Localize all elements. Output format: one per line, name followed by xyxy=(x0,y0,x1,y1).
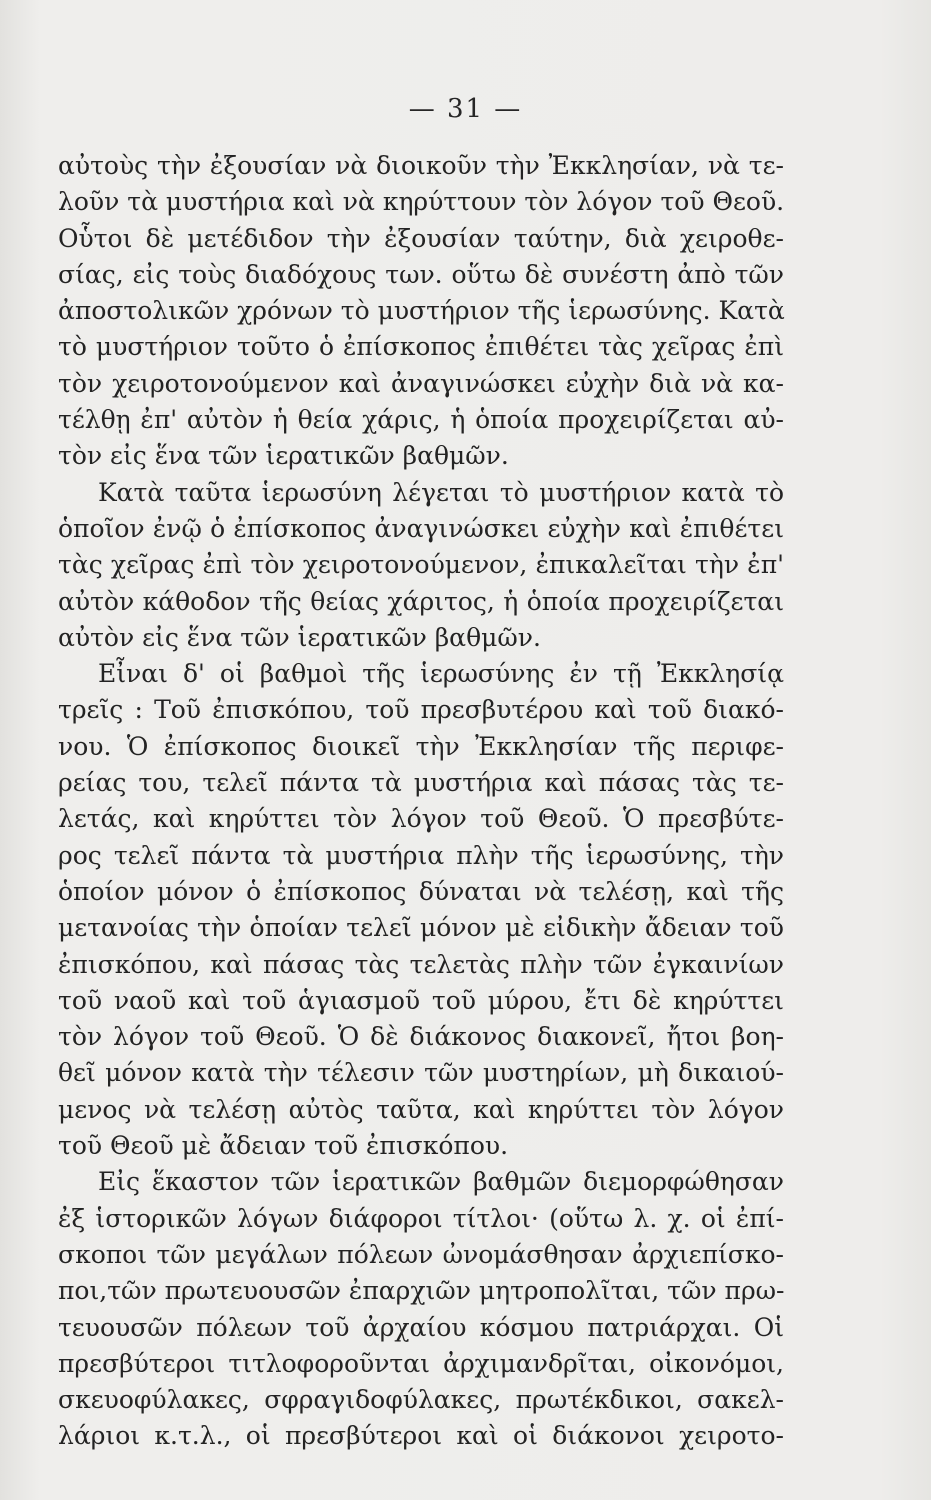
text-line: θεῖ μόνον κατὰ τὴν τέλεσιν τῶν μυστηρίων, μὴ δικαιού- xyxy=(58,1058,784,1088)
text-line: τοῦ ναοῦ καὶ τοῦ ἁγιασμοῦ τοῦ μύρου, ἔτι δὲ κηρύττει xyxy=(58,985,784,1015)
text-line: λοῦν τὰ μυστήρια καὶ νὰ κηρύττουν τὸν λόγον τοῦ Θεοῦ. xyxy=(58,187,785,217)
text-line: λετάς, καὶ κηρύττει τὸν λόγον τοῦ Θεοῦ. Ὁ πρεσβύτε- xyxy=(58,804,784,834)
text-line: ὁποίον μόνον ὁ ἐπίσκοπος δύναται νὰ τελέσῃ, καὶ τῆς xyxy=(58,876,784,906)
text-line: Οὗτοι δὲ μετέδιδον τὴν ἐξουσίαν ταύτην, διὰ χειροθε- xyxy=(58,223,784,253)
text-line: τὸ μυστήριον τοῦτο ὁ ἐπίσκοπος ἐπιθέτει τὰς χεῖρας ἐπὶ xyxy=(58,332,784,362)
text-line: τοῦ Θεοῦ μὲ ἄδειαν τοῦ ἐπισκόπου. xyxy=(58,1131,509,1161)
text-line: αὐτὸν κάθοδον τῆς θείας χάριτος, ἡ ὁποία προχειρίζεται xyxy=(58,586,784,616)
text-line: αὐτὸν εἰς ἕνα τῶν ἱερατικῶν βαθμῶν. xyxy=(58,622,541,652)
body-text xyxy=(58,148,784,1455)
text-line: τευουσῶν πόλεων τοῦ ἀρχαίου κόσμου πατριάρχαι. Οἱ xyxy=(58,1312,784,1342)
text-line: Εἰς ἕκαστον τῶν ἱερατικῶν βαθμῶν διεμορφώθησαν xyxy=(98,1167,784,1197)
text-line: ἐπισκόπου, καὶ πάσας τὰς τελετὰς πλὴν τῶν ἐγκαινίων xyxy=(58,949,784,979)
text-line: αὐτοὺς τὴν ἐξουσίαν νὰ διοικοῦν τὴν Ἐκκλησίαν, νὰ τε- xyxy=(58,151,784,180)
text-line: ἐξ ἱστορικῶν λόγων διάφοροι τίτλοι· (οὕτω λ. χ. οἱ ἐπί- xyxy=(58,1203,784,1233)
text-line: νου. Ὁ ἐπίσκοπος διοικεῖ τὴν Ἐκκλησίαν τῆς περιφε- xyxy=(58,731,784,761)
text-line: σκευοφύλακες, σφραγιδοφύλακες, πρωτέκδικοι, σακελ- xyxy=(58,1385,784,1415)
text-line: τρεῖς : Τοῦ ἐπισκόπου, τοῦ πρεσβυτέρου καὶ τοῦ διακό- xyxy=(58,695,784,725)
text-line: ρείας του, τελεῖ πάντα τὰ μυστήρια καὶ πάσας τὰς τε- xyxy=(58,768,784,798)
text-line: λάριοι κ.τ.λ., οἱ πρεσβύτεροι καὶ οἱ διάκονοι χειροτο- xyxy=(58,1421,784,1451)
page-number: — 31 — xyxy=(408,94,523,124)
text-line: ποι,τῶν πρωτευουσῶν ἐπαρχιῶν μητροπολῖται, τῶν πρω- xyxy=(58,1276,785,1306)
text-line: τέλθῃ ἐπ' αὐτὸν ἡ θεία χάρις, ἡ ὁποία προχειρίζεται αὐ- xyxy=(58,405,784,435)
text-line: μενος νὰ τελέσῃ αὐτὸς ταῦτα, καὶ κηρύττει τὸν λόγον xyxy=(58,1094,784,1124)
text-line: μετανοίας τὴν ὁποίαν τελεῖ μόνον μὲ εἰδικὴν ἄδειαν τοῦ xyxy=(58,913,784,943)
text-line: Εἶναι δ' οἱ βαθμοὶ τῆς ἱερωσύνης ἐν τῇ Ἐκκλησίᾳ xyxy=(98,659,784,689)
text-line: πρεσβύτεροι τιτλοφοροῦνται ἀρχιμανδρῖται, οἰκονόμοι, xyxy=(58,1348,784,1378)
text-line: ὁποῖον ἐνῷ ὁ ἐπίσκοπος ἀναγινώσκει εὐχὴν καὶ ἐπιθέτει xyxy=(58,513,784,543)
text-line: ἀποστολικῶν χρόνων τὸ μυστήριον τῆς ἱερωσύνης. Κατὰ xyxy=(58,296,785,326)
text-line: σκοποι τῶν μεγάλων πόλεων ὠνομάσθησαν ἀρχιεπίσκο- xyxy=(58,1239,784,1269)
text-line: σίας, εἰς τοὺς διαδόχους των. οὕτω δὲ συνέστη ἀπὸ τῶν xyxy=(58,259,784,289)
text-line: τὸν εἰς ἕνα τῶν ἱερατικῶν βαθμῶν. xyxy=(58,441,509,471)
text-line: τὸν χειροτονούμενον καὶ ἀναγινώσκει εὐχὴν διὰ νὰ κα- xyxy=(58,368,784,398)
text-line: ρος τελεῖ πάντα τὰ μυστήρια πλὴν τῆς ἱερωσύνης, τὴν xyxy=(58,840,784,870)
text-line: Κατὰ ταῦτα ἱερωσύνη λέγεται τὸ μυστήριον κατὰ τὸ xyxy=(98,477,784,507)
text-line: τὸν λόγον τοῦ Θεοῦ. Ὁ δὲ διάκονος διακονεῖ, ἤτοι βοη- xyxy=(58,1022,784,1052)
text-line: τὰς χεῖρας ἐπὶ τὸν χειροτονούμενον, ἐπικαλεῖται τὴν ἐπ' xyxy=(58,550,784,580)
